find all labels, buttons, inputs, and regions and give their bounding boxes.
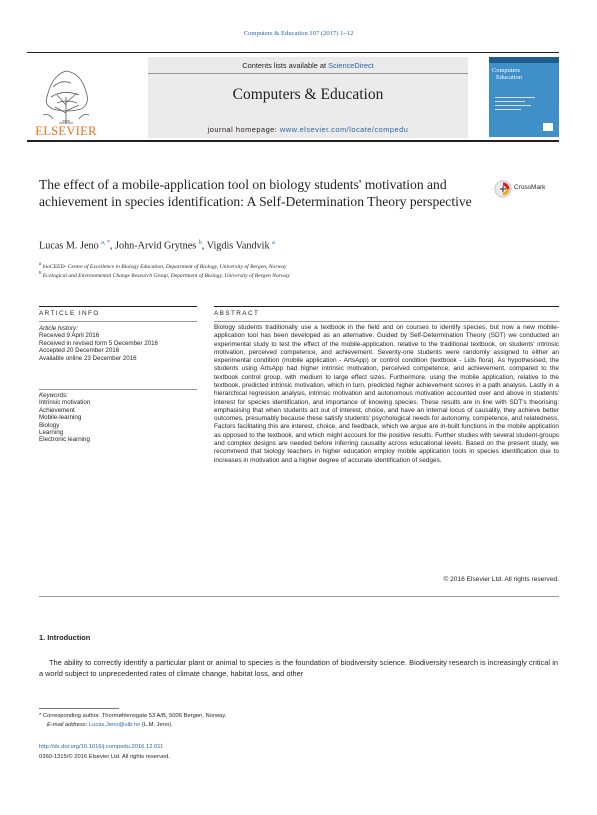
affiliation-mark: a <box>39 262 42 267</box>
journal-reference[interactable]: Computers & Education 107 (2017) 1–12 <box>243 30 354 37</box>
introduction-heading: 1. Introduction <box>39 633 91 642</box>
abstract-copyright: © 2016 Elsevier Ltd. All rights reserved. <box>443 576 559 583</box>
masthead-top-rule <box>27 52 559 53</box>
corresponding-author-note: * Corresponding author. Thormøhlensgate 53 A/B, 5006 Bergen, Norway. <box>39 713 227 719</box>
keyword: Intrinsic motivation <box>39 399 91 407</box>
keyword: Mobile-learning <box>39 414 82 422</box>
cover-title <box>492 67 552 81</box>
homepage-link[interactable]: www.elsevier.com/locate/compedu <box>279 125 409 134</box>
keywords <box>39 392 199 444</box>
history-item: Available online 23 December 2016 <box>39 354 137 362</box>
introduction-text <box>39 657 558 679</box>
issn-line: 0360-1315/© 2016 Elsevier Ltd. All rights reserved. <box>39 754 170 760</box>
contents-line <box>148 61 468 70</box>
author-affiliation-mark[interactable]: a <box>272 240 275 246</box>
keyword: Achievement <box>39 406 75 414</box>
keyword: Electronic learning <box>39 436 90 444</box>
introduction-paragraph: The ability to correctly identify a particular plant or animal to species is the foundation of biodiversity science. Biodiversity research is increasingly critical in a world subject to unprecedented rates of climate change, habitat loss, and other <box>39 658 558 678</box>
crossmark-label[interactable]: CrossMark <box>514 184 546 191</box>
abstract-head-rule <box>214 321 559 322</box>
affiliation-mark: b <box>39 271 42 276</box>
email-label: E-mail address: <box>47 722 89 728</box>
email-suffix: (L.M. Jeno). <box>140 722 173 728</box>
footnote-rule <box>39 708 119 709</box>
email-note <box>47 722 173 728</box>
sciencedirect-link[interactable]: ScienceDirect <box>328 61 374 70</box>
affiliation-text: Ecological and Environmental Change Research Group, Department of Biology, University of Bergen Norway <box>42 272 290 279</box>
history-item: Received 9 April 2016 <box>39 332 100 340</box>
keyword: Biology <box>39 421 60 429</box>
history-item: Accepted 20 December 2016 <box>39 347 120 355</box>
contents-prefix: Contents lists available at <box>242 61 329 70</box>
article-history <box>39 325 199 362</box>
history-item: Received in revised form 5 December 2016 <box>39 339 158 347</box>
article-info-head-rule <box>39 321 197 322</box>
affiliation-b <box>39 271 290 279</box>
affiliation-a <box>39 262 287 270</box>
article-info-heading: ARTICLE INFO <box>39 310 100 317</box>
email-link[interactable]: Lucas.Jeno@uib.no <box>88 722 141 728</box>
masthead-inner-rule <box>148 73 468 74</box>
author-name: John-Arvid Grytnes <box>115 240 197 252</box>
homepage-line <box>148 125 468 134</box>
author-name: Lucas M. Jeno <box>39 240 99 252</box>
keyword: Learning <box>39 429 64 437</box>
cover-title-line-1: Computers <box>492 67 521 74</box>
history-label: Article history: <box>39 325 78 332</box>
abstract-bottom-rule <box>39 596 559 597</box>
author-affiliation-mark[interactable]: b <box>198 240 202 246</box>
article-title: The effect of a mobile-application tool on biology students' motivation and achievement in species identification: A Self-Determination Theory perspective <box>39 177 472 209</box>
author-affiliation-mark[interactable]: a, * <box>101 240 110 246</box>
masthead-bottom-rule <box>27 140 559 142</box>
article-info-divider <box>39 389 197 390</box>
abstract-top-rule <box>214 306 559 307</box>
keywords-label: Keywords: <box>39 392 68 399</box>
article-info-top-rule <box>39 306 197 307</box>
author-name: Vigdis Vandvik <box>206 240 270 252</box>
publisher-logo-text: ELSEVIER <box>35 124 97 138</box>
abstract-heading: ABSTRACT <box>214 310 260 317</box>
doi-link[interactable]: http://dx.doi.org/10.1016/j.compedu.2016.12.011 <box>39 744 164 750</box>
abstract-text: Biology students traditionally use a textbook in the field and on courses to identify species, but now a new mobile-application tool has been developed as an alternative. Guided by Self-Determination Theory (SDT) we conducted an experimental study to test the effect of the mobile-application, relative to the traditional textbook, on students' intrinsic motivation, perceived competence, and achievement. Seventy-one students were randomly assigned to either an experimental condition (mobile application - ArtsApp) or control condition (textbook - Lids flora). As hypothesised, the students using ArtsApp had higher intrinsic motivation, perceived competence, and achievement, compared to the textbook control group, with medium to large effect sizes. Furthermore, using the mobile application, relative to the textbook, predicted intrinsic motivation, which in turn, predicted higher achievement scores in a path analysis. Lastly in a hierarchical regression analysis, intrinsic motivation and autonomous motivation accounted over and above in students' interest for species identification, and importance of knowing species. These results are in line with SDT's theorising: emphasising that when students act out of interest, choice, and have an internal locus of causality, they achieve better outcomes, presumably because these satisfy students' psychological needs for autonomy, competence, and relatedness. Factors facilitating this are interest, choice, and feedback, which we argue are in-built functions in the mobile application as opposed to the textbook, and which might account for the positive results. Further studies with several student-groups and complex designs are needed before inferring causality across educational levels. Based on the present study, we recommend that biology teachers in higher education employ mobile application tools in species identification due to increases in motivation and a higher degree of accurate identification of sedges. <box>214 324 559 464</box>
crossmark-icon[interactable] <box>494 180 512 198</box>
author-list: Lucas M. Jeno $^{a, *}$, John-Arvid Grytnes $^b$, Vigdis Vandvik $^a$ <box>39 240 275 252</box>
affiliation-text: bioCEED- Centre of Excellence in Biology Education, Department of Biology, University of Bergen, Norway <box>42 263 287 270</box>
journal-name: Computers & Education <box>232 86 384 103</box>
homepage-prefix: journal homepage: <box>207 125 280 134</box>
cover-title-line-2: Education <box>496 74 522 81</box>
